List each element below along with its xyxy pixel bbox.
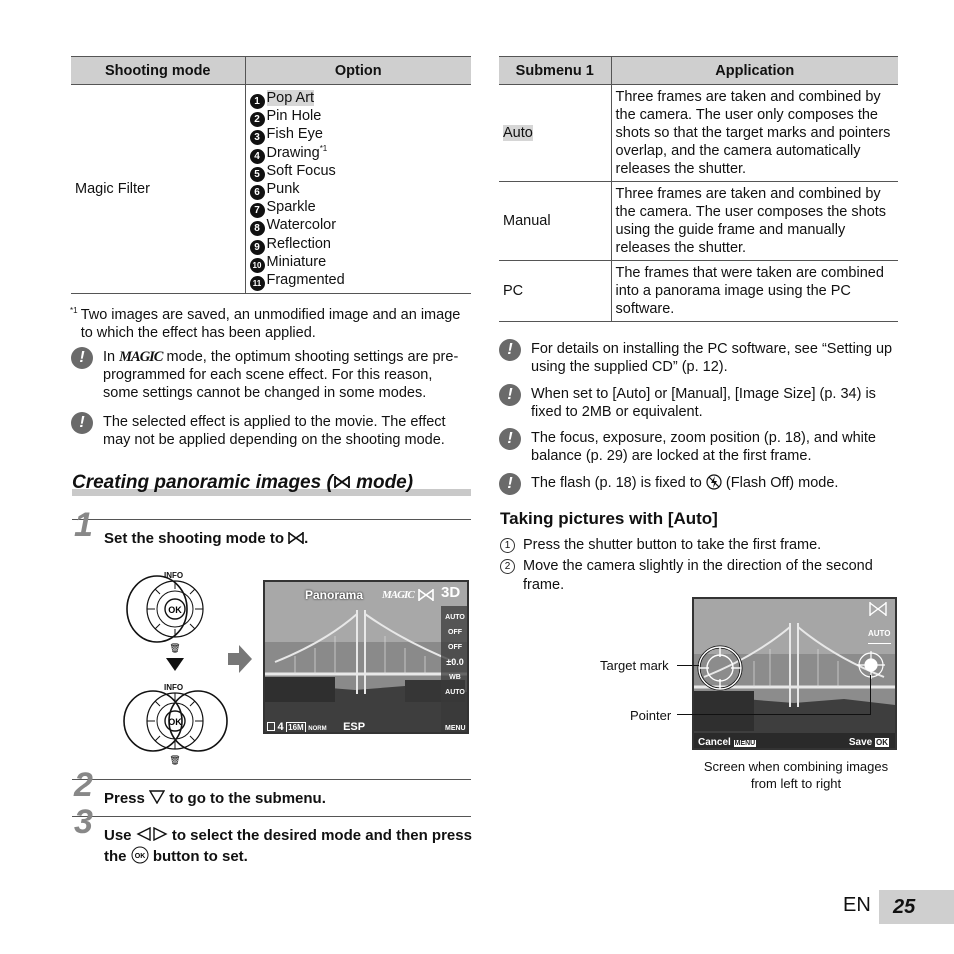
svg-text:OK: OK bbox=[168, 717, 182, 727]
option-number-badge: 4 bbox=[250, 149, 265, 164]
ok-button-label: OK bbox=[168, 605, 182, 615]
step-number-2: 2 bbox=[74, 766, 93, 804]
note-magic-mode: ! In MAGIC mode, the optimum shooting settings are pre-programmed for each scene effect. For this reason, some settings cannot be changed in some modes. bbox=[71, 348, 471, 402]
save-hint: Save OK bbox=[848, 737, 888, 748]
magic-icon: MAGIC bbox=[382, 589, 414, 601]
step-rule bbox=[72, 519, 471, 520]
menu-button-icon: MENU bbox=[734, 740, 756, 747]
list-item bbox=[250, 162, 468, 180]
step-3-text: Use to select the desired mode and then press the OK button to set. bbox=[104, 827, 472, 865]
step-circle-1: 1 bbox=[500, 538, 515, 553]
arrow-right-icon bbox=[228, 645, 252, 673]
footnote-text: Two images are saved, an unmodified image and an image to which the effect has been applied. bbox=[80, 307, 461, 341]
side-settings bbox=[443, 610, 467, 700]
panorama-mode-icon bbox=[288, 532, 304, 544]
option-label: Reflection bbox=[266, 235, 331, 252]
step-2-text: Press to go to the submenu. bbox=[104, 790, 326, 807]
option-label: Pin Hole bbox=[266, 108, 322, 125]
option-list bbox=[250, 89, 468, 289]
option-number-badge: 1 bbox=[250, 94, 265, 109]
note-movie-effect: ! The selected effect is applied to the movie. The effect may not be applied depending on the shooting mode. bbox=[71, 413, 471, 449]
submenu-pc: PC bbox=[499, 261, 611, 322]
option-number-badge: 6 bbox=[250, 185, 265, 200]
mode-cell: Magic Filter bbox=[71, 85, 245, 294]
sd-card-icon bbox=[267, 722, 275, 731]
note-locked-settings: ! The focus, exposure, zoom position (p. 18), and white balance (p. 29) are locked at the first frame. bbox=[499, 429, 899, 465]
submenu-auto: Auto bbox=[503, 125, 533, 141]
option-number-badge: 9 bbox=[250, 240, 265, 255]
caution-icon: ! bbox=[499, 428, 521, 450]
caution-icon: ! bbox=[71, 412, 93, 434]
table-header-option: Option bbox=[245, 57, 471, 85]
status-bar bbox=[267, 718, 467, 734]
caution-icon: ! bbox=[71, 347, 93, 369]
camera-screen-auto bbox=[692, 597, 897, 750]
auto-icon: AUTO bbox=[868, 625, 891, 644]
subsection-title: Taking pictures with [Auto] bbox=[500, 509, 718, 528]
wb-auto-icon: WB AUTO bbox=[445, 674, 465, 696]
table-header-application: Application bbox=[611, 57, 898, 85]
list-item bbox=[250, 180, 468, 198]
option-label: Fish Eye bbox=[266, 126, 323, 143]
options-cell bbox=[245, 85, 471, 294]
option-label: Watercolor bbox=[266, 217, 337, 234]
option-number-badge: 7 bbox=[250, 203, 265, 218]
image-size: 16M bbox=[288, 723, 304, 732]
list-item bbox=[250, 253, 468, 271]
pointer-leader-h bbox=[677, 714, 871, 715]
footnote-mark: *1 bbox=[70, 306, 78, 315]
list-item: 2 Move the camera slightly in the direction of the second frame. bbox=[500, 557, 900, 595]
footnote bbox=[70, 306, 470, 342]
step-rule bbox=[72, 779, 471, 780]
shots-remaining: 4 bbox=[277, 721, 284, 733]
step-rule bbox=[72, 816, 471, 817]
table-row bbox=[499, 261, 898, 322]
option-number-badge: 5 bbox=[250, 167, 265, 182]
submenu-pc-desc: The frames that were taken are combined into a panorama image using the PC software. bbox=[611, 261, 898, 322]
svg-text:🗑: 🗑 bbox=[169, 644, 181, 654]
step-circle-2: 2 bbox=[500, 559, 515, 574]
control-dial-bottom bbox=[120, 677, 230, 767]
list-item bbox=[250, 235, 468, 253]
option-number-badge: 10 bbox=[250, 258, 265, 273]
language-code: EN bbox=[843, 894, 871, 916]
triangle-down-icon bbox=[149, 790, 165, 804]
option-label: Soft Focus bbox=[266, 162, 336, 179]
note-flash-off: ! The flash (p. 18) is fixed to (Flash Off) mode. bbox=[499, 474, 899, 495]
flash-off-icon bbox=[706, 474, 722, 490]
info-label: INFO bbox=[164, 571, 184, 580]
svg-text:🗑: 🗑 bbox=[169, 756, 181, 766]
table-row bbox=[499, 85, 898, 182]
note-image-size: ! When set to [Auto] or [Manual], [Image Size] (p. 34) is fixed to 2MB or equivalent. bbox=[499, 385, 899, 421]
submenu-auto-desc: Three frames are taken and combined by the camera. The user only composes the shots so that the target marks and pointers overlap, and the camera automatically releases the shutter. bbox=[611, 85, 898, 182]
triangle-left-right-icon bbox=[136, 827, 168, 841]
magic-mode-icon: MAGIC bbox=[119, 349, 163, 365]
list-item bbox=[250, 107, 468, 125]
caution-icon: ! bbox=[499, 339, 521, 361]
option-number-badge: 8 bbox=[250, 221, 265, 236]
list-item: 1 Press the shutter button to take the first frame. bbox=[500, 536, 900, 554]
3d-icon: 3D bbox=[441, 584, 461, 601]
option-number-badge: 2 bbox=[250, 112, 265, 127]
note-pc-software: ! For details on installing the PC software, see “Setting up using the supplied CD” (p. 12). bbox=[499, 340, 899, 376]
list-item bbox=[250, 271, 468, 289]
caution-icon: ! bbox=[499, 384, 521, 406]
pointer-label: Pointer bbox=[630, 708, 672, 723]
svg-text:OK: OK bbox=[134, 853, 145, 860]
control-dial-top bbox=[120, 565, 230, 655]
list-item bbox=[250, 216, 468, 234]
figure-caption: Screen when combining images from left to right bbox=[703, 759, 889, 791]
list-item bbox=[250, 144, 468, 162]
submenu-manual: Manual bbox=[499, 182, 611, 261]
option-label: Punk bbox=[266, 180, 300, 197]
arrow-down-icon bbox=[166, 658, 184, 672]
step-1-text: Set the shooting mode to . bbox=[104, 530, 309, 547]
pointer-leader-v bbox=[870, 675, 871, 715]
step-number-1: 1 bbox=[74, 506, 93, 544]
caution-icon: ! bbox=[499, 473, 521, 495]
table-row bbox=[499, 182, 898, 261]
option-label: Pop Art bbox=[266, 90, 315, 106]
camera-screen-panorama bbox=[263, 580, 469, 734]
cancel-hint: Cancel MENU bbox=[698, 737, 756, 748]
panorama-mode-icon bbox=[333, 475, 351, 489]
section-title: Creating panoramic images ( mode) bbox=[72, 474, 471, 496]
flash-off-icon: OFF bbox=[448, 629, 462, 636]
page-number: 25 bbox=[879, 890, 954, 924]
footnote-ref: *1 bbox=[319, 143, 328, 153]
list-item bbox=[250, 89, 468, 107]
option-label: Miniature bbox=[266, 253, 327, 270]
option-label: Fragmented bbox=[266, 271, 345, 288]
ok-button-icon: OK bbox=[876, 738, 888, 747]
panorama-mode-label: Panorama bbox=[305, 588, 364, 602]
menu-label: MENU bbox=[445, 725, 466, 732]
submenu-manual-desc: Three frames are taken and combined by the camera. The user composes the shots using the guide frame and manually releases the shutter. bbox=[611, 182, 898, 261]
list-item bbox=[250, 125, 468, 143]
target-mark-label: Target mark bbox=[600, 658, 669, 673]
info-label: INFO bbox=[164, 683, 184, 692]
list-item bbox=[250, 198, 468, 216]
exposure-icon: ±0.0 bbox=[446, 657, 464, 667]
metering: ESP bbox=[343, 721, 366, 733]
option-label: Sparkle bbox=[266, 199, 316, 216]
option-number-badge: 11 bbox=[250, 276, 265, 291]
iso-auto-icon: AUTO bbox=[445, 614, 465, 621]
submenu-table bbox=[499, 56, 898, 322]
table-header-shooting-mode: Shooting mode bbox=[71, 57, 245, 85]
table-header-submenu: Submenu 1 bbox=[499, 57, 611, 85]
selftimer-off-icon: OFF bbox=[448, 644, 462, 651]
quality: NORM bbox=[308, 726, 327, 732]
step-number-3: 3 bbox=[74, 803, 93, 841]
target-mark-leader bbox=[677, 665, 699, 666]
option-label: Drawing bbox=[266, 144, 320, 161]
panorama-mode-icon bbox=[417, 588, 435, 602]
option-number-badge: 3 bbox=[250, 130, 265, 145]
shooting-mode-table bbox=[71, 56, 471, 294]
ok-button-icon bbox=[131, 846, 149, 864]
